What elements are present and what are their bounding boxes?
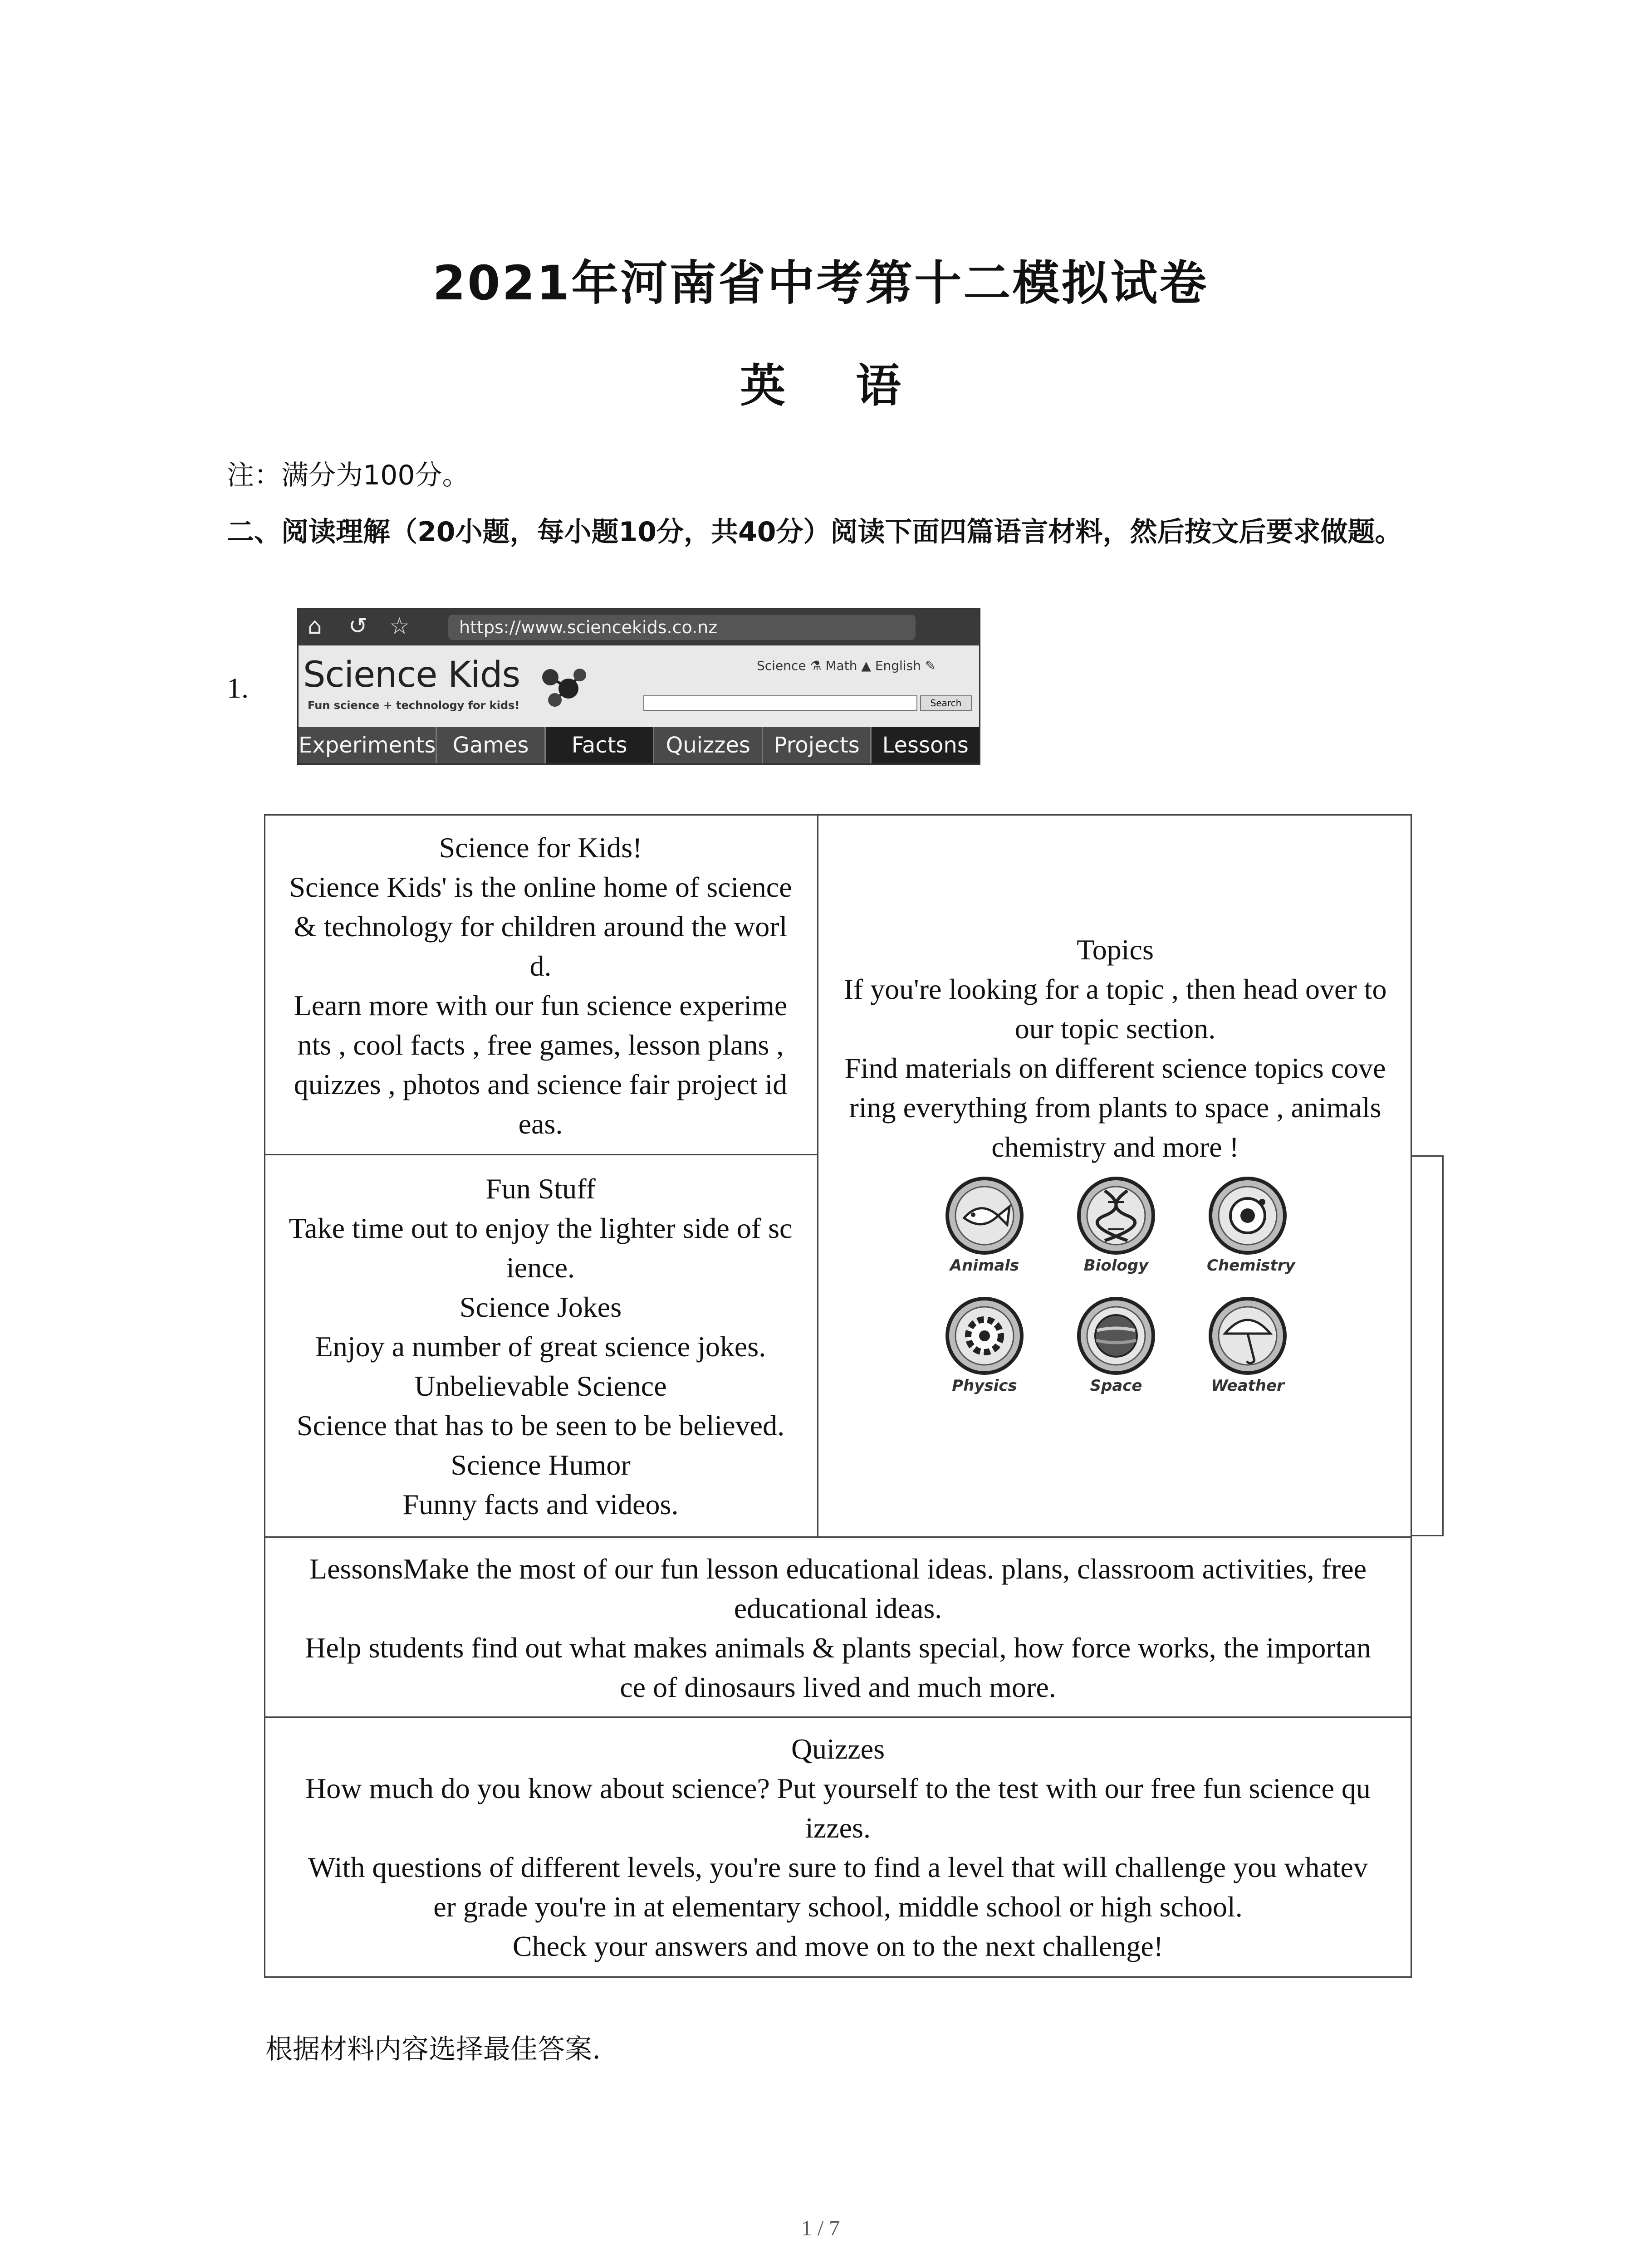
cell-line: Check your answers and move on to the next challenge! [512,1930,1164,1962]
cell-line: nts , cool facts , free games, lesson plans , [297,1029,784,1061]
cell-line: How much do you know about science? Put yourself to the test with our free fun science qu [305,1772,1371,1804]
cell-line: Quizzes [791,1733,885,1765]
icon-label: Physics [952,1377,1017,1395]
cell-line: Help students find out what makes animals & plants special, how force works, the importan [305,1632,1371,1664]
atom-icon [1207,1175,1288,1256]
cell-line: Science Jokes [459,1291,622,1323]
icon-label: Space [1090,1377,1142,1395]
weather-topic [1207,1295,1288,1395]
fish-icon [944,1175,1025,1256]
search-button: Search [920,695,972,711]
cell-line: er grade you're in at elementary school, middle school or high school. [433,1891,1243,1923]
browser-toolbar [299,609,979,645]
cell-fun-stuff [264,1155,818,1536]
back-icon: ↺ [348,613,367,639]
cell-lessons [264,1536,1412,1716]
molecule-icon [534,664,589,709]
nav-projects: Projects [763,727,872,763]
score-note: 注：满分为100分。 [227,459,470,491]
cell-line: Find materials on different science topics cove [844,1052,1386,1084]
nav-facts: Facts [546,727,655,763]
cell-line: Fun Stuff [485,1173,596,1205]
cell-line: ring everything from plants to space , animals [849,1091,1381,1124]
icon-label: Biology [1083,1256,1149,1275]
gear-icon [944,1295,1025,1377]
question-instruction: 根据材料内容选择最佳答案. [265,2033,601,2065]
question-number: 1. [227,672,249,704]
cell-line: Unbelievable Science [414,1370,667,1402]
cell-quizzes [264,1716,1412,1978]
cell-line: Science for Kids! [439,831,642,864]
table-outline-offset [1412,1155,1444,1536]
site-logo: Science Kids [303,655,520,695]
cell-line: Science that has to be seen to be believed. [296,1409,785,1442]
cell-line: With questions of different levels, you're sure to find a level that will challenge you whatev [308,1851,1368,1883]
cell-line: ience. [506,1251,575,1284]
umbrella-icon [1207,1295,1288,1377]
chemistry-topic [1207,1175,1295,1275]
nav-games: Games [437,727,546,763]
icon-label: Animals [950,1256,1019,1275]
topic-icons [944,1175,1295,1411]
space-topic [1075,1295,1157,1395]
star-icon: ☆ [389,613,410,639]
cell-line: izzes. [805,1812,871,1844]
animals-topic [944,1175,1025,1275]
cell-line: Take time out to enjoy the lighter side of sc [289,1212,793,1244]
cell-line: Topics [1077,934,1154,966]
search-input [643,695,917,711]
address-bar: https://www.sciencekids.co.nz [448,615,916,640]
physics-topic [944,1295,1025,1395]
top-links: Science ⚗ Math ▲ English ✎ [757,658,936,673]
site-tagline: Fun science + technology for kids! [308,699,520,712]
cell-line: chemistry and more ! [991,1131,1239,1163]
cell-line: our topic section. [1014,1012,1216,1045]
planet-icon [1075,1295,1157,1377]
cell-line: If you're looking for a topic , then head over to [843,973,1387,1005]
page-number: 1 / 7 [801,2216,840,2240]
nav-lessons: Lessons [872,727,979,763]
cell-line: Learn more with our fun science experime [294,989,788,1022]
cell-line: quizzes , photos and science fair project id [294,1068,788,1100]
icon-label: Weather [1211,1377,1284,1395]
nav-experiments: Experiments [299,727,437,763]
cell-science-for-kids [264,814,818,1155]
subject-title: 英 语 [740,359,901,412]
icon-label: Chemistry [1207,1256,1295,1275]
biology-topic [1075,1175,1157,1275]
exam-title: 2021年河南省中考第十二模拟试卷 [432,255,1209,311]
section-heading: 二、阅读理解（20小题，每小题10分，共40分）阅读下面四篇语言材料，然后按文后要求做题。 [227,516,1402,548]
cell-line: & technology for children around the worl [294,910,788,943]
cell-line: d. [529,950,552,982]
site-header [299,645,979,727]
cell-line: eas. [518,1108,563,1140]
cell-line: ce of dinosaurs lived and much more. [620,1671,1056,1703]
cell-line: Funny facts and videos. [402,1488,679,1520]
cell-line: educational ideas. [734,1592,942,1624]
home-icon: ⌂ [308,613,322,639]
nav-quizzes: Quizzes [654,727,763,763]
site-nav [299,727,979,763]
cell-line: Enjoy a number of great science jokes. [315,1330,766,1363]
website-screenshot [297,608,980,765]
dna-icon [1075,1175,1157,1256]
cell-line: LessonsMake the most of our fun lesson educational ideas. plans, classroom activities, free [309,1553,1367,1585]
cell-line: Science Humor [451,1449,631,1481]
cell-line: Science Kids' is the online home of science [289,871,792,903]
